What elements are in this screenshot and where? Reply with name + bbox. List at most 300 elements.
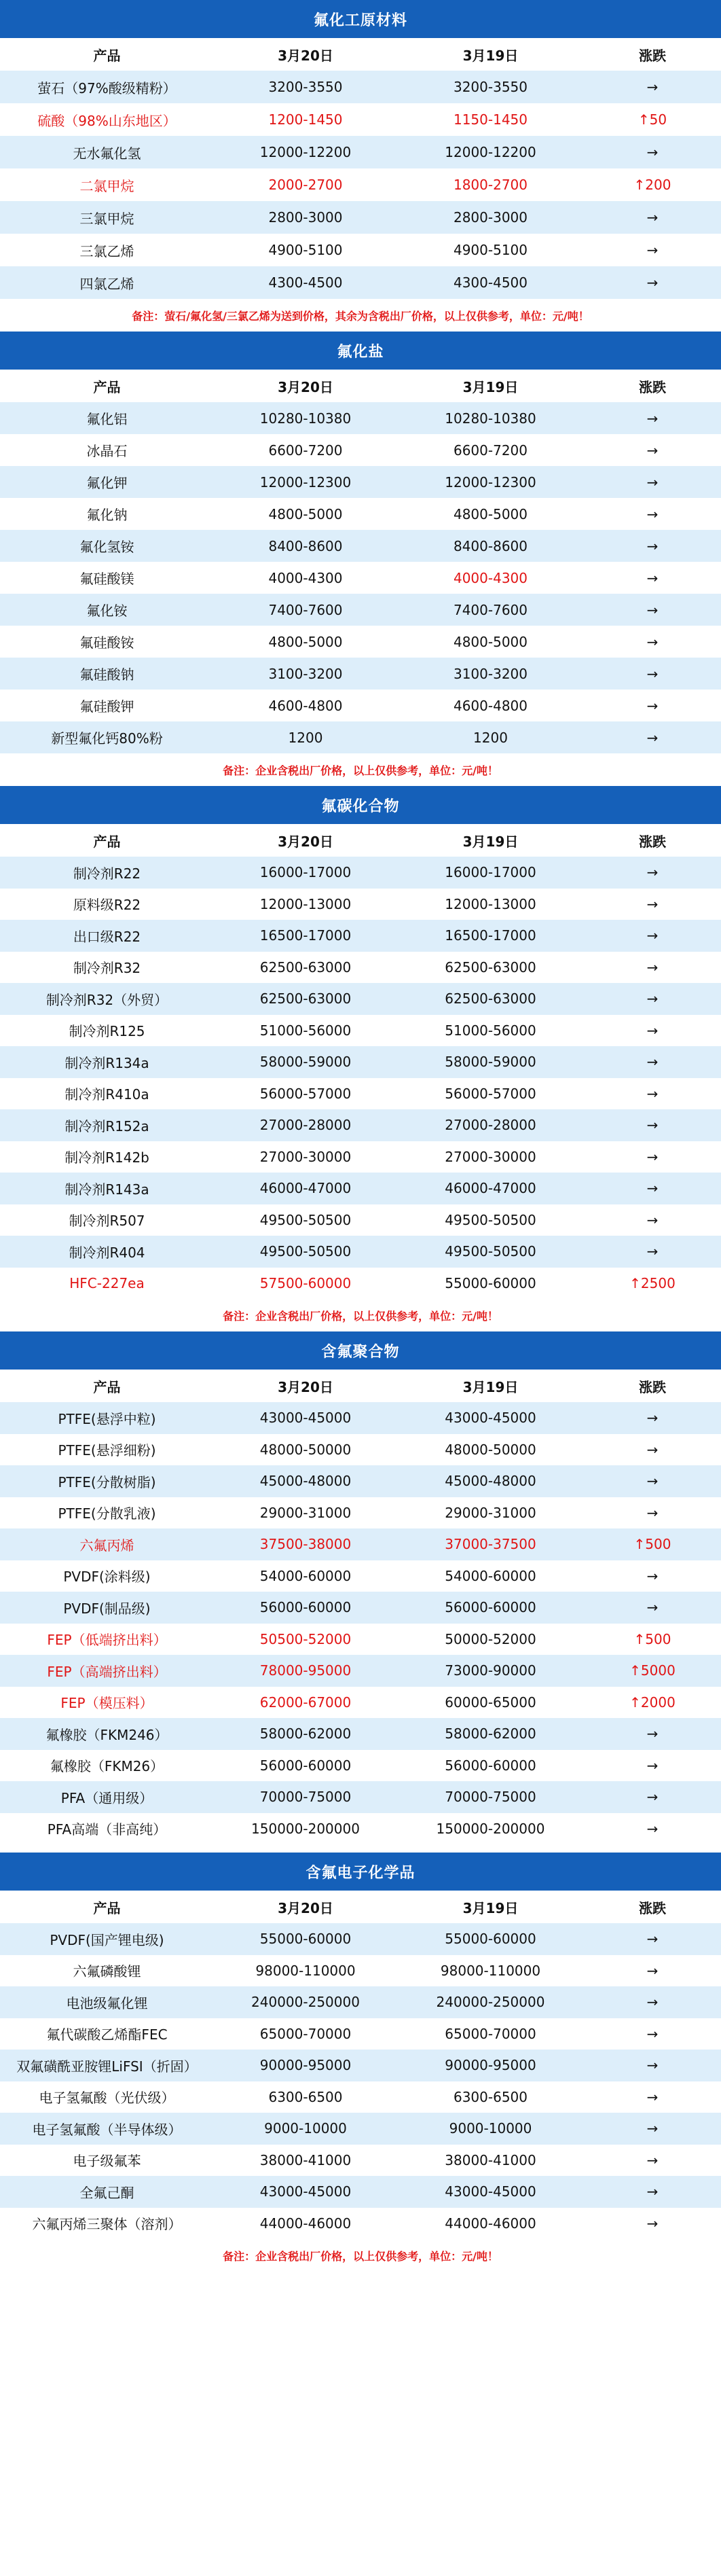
product-cell: 六氟磷酸锂: [73, 1963, 141, 1980]
header-cell: 3月19日: [462, 833, 519, 850]
change-cell: →: [646, 144, 659, 160]
price-0320-cell: 56000-57000: [259, 1085, 352, 1102]
price-0319-cell: 3100-3200: [453, 665, 528, 682]
table-row: [0, 402, 721, 434]
table-row: [0, 2145, 721, 2177]
product-cell: 制冷剂R143a: [64, 1181, 149, 1198]
product-cell: 氟硅酸钠: [79, 666, 134, 683]
price-0320-cell: 1200: [288, 729, 323, 746]
change-cell: →: [646, 1820, 659, 1837]
product-cell: 出口级R22: [73, 928, 141, 945]
price-0320-cell: 38000-41000: [259, 2151, 352, 2168]
change-cell: →: [646, 1441, 659, 1458]
price-0319-cell: 56000-60000: [445, 1599, 536, 1616]
price-0320-cell: 4600-4800: [268, 697, 343, 714]
table-row: [0, 920, 721, 952]
table-row: [0, 983, 721, 1015]
price-0319-cell: 9000-10000: [449, 2120, 532, 2137]
table-row: [0, 1141, 721, 1173]
section-title: 氟化盐: [0, 332, 721, 370]
price-0319-cell: 55000-60000: [445, 1931, 536, 1948]
price-0320-cell: 56000-60000: [259, 1599, 352, 1616]
table-row: [0, 1592, 721, 1624]
price-0319-cell: 16500-17000: [445, 927, 536, 944]
change-cell: →: [646, 2151, 659, 2168]
change-cell: →: [646, 274, 659, 291]
product-cell: PTFE(分散树脂): [58, 1473, 156, 1490]
table-header: [0, 370, 721, 402]
price-0319-cell: 4900-5100: [453, 242, 528, 258]
header-cell: 涨跌: [639, 833, 666, 850]
header-cell: 3月19日: [462, 47, 519, 64]
price-0319-cell: 29000-31000: [445, 1504, 536, 1521]
price-0320-cell: 12000-12300: [259, 473, 352, 490]
price-0319-cell: 49500-50500: [445, 1211, 536, 1228]
product-cell: PVDF(国产锂电级): [50, 1931, 164, 1948]
header-cell: 3月20日: [278, 378, 333, 395]
header-cell: 3月20日: [278, 833, 333, 850]
product-cell: 硫酸（98%山东地区）: [37, 112, 177, 129]
table-row: [0, 952, 721, 984]
price-0320-cell: 46000-47000: [259, 1180, 352, 1197]
price-0319-cell: 73000-90000: [445, 1662, 536, 1679]
price-0320-cell: 4900-5100: [268, 242, 343, 258]
header-cell: 3月20日: [278, 47, 333, 64]
price-0320-cell: 57500-60000: [259, 1274, 352, 1291]
price-0320-cell: 4800-5000: [268, 633, 343, 650]
product-cell: 三氯乙烯: [79, 243, 134, 260]
change-cell: →: [646, 2025, 659, 2042]
price-0320-cell: 37500-38000: [259, 1536, 352, 1553]
price-0320-cell: 12000-13000: [259, 895, 352, 912]
table-row: [0, 266, 721, 299]
price-0320-cell: 2000-2700: [268, 177, 343, 193]
table-row: [0, 234, 721, 266]
product-cell: 制冷剂R507: [69, 1213, 145, 1230]
section-3: [0, 1331, 721, 1853]
change-cell: →: [646, 242, 659, 258]
change-cell: ↑2000: [629, 1694, 676, 1711]
price-0319-cell: 4000-4300: [453, 569, 528, 586]
product-cell: 萤石（97%酸级精粉）: [37, 79, 177, 96]
product-cell: 氟硅酸铵: [79, 634, 134, 651]
product-cell: 制冷剂R134a: [64, 1054, 149, 1071]
price-0320-cell: 12000-12200: [259, 144, 352, 160]
price-0320-cell: 62500-63000: [259, 959, 352, 976]
change-cell: →: [646, 1148, 659, 1165]
change-cell: →: [646, 1962, 659, 1979]
price-0319-cell: 4800-5000: [453, 505, 528, 522]
price-0320-cell: 50500-52000: [259, 1630, 352, 1647]
price-0319-cell: 1800-2700: [453, 177, 528, 193]
change-cell: →: [646, 2057, 659, 2074]
change-cell: →: [646, 697, 659, 714]
table-header: [0, 1370, 721, 1402]
change-cell: →: [646, 864, 659, 881]
change-cell: →: [646, 209, 659, 226]
header-cell: 产品: [93, 833, 121, 850]
price-0319-cell: 54000-60000: [445, 1567, 536, 1584]
table-row: [0, 1560, 721, 1592]
change-cell: →: [646, 537, 659, 554]
header-cell: 涨跌: [639, 378, 666, 395]
change-cell: →: [646, 959, 659, 976]
table-row: [0, 136, 721, 168]
change-cell: →: [646, 1410, 659, 1427]
price-0320-cell: 44000-46000: [259, 2215, 352, 2232]
change-cell: →: [646, 729, 659, 746]
price-0320-cell: 16500-17000: [259, 927, 352, 944]
price-0320-cell: 9000-10000: [264, 2120, 347, 2137]
price-0320-cell: 45000-48000: [259, 1473, 352, 1490]
product-cell: 二氯甲烷: [79, 177, 134, 194]
price-0319-cell: 44000-46000: [445, 2215, 536, 2232]
price-0320-cell: 48000-50000: [259, 1441, 352, 1458]
table-row: [0, 1268, 721, 1300]
price-0319-cell: 56000-60000: [445, 1757, 536, 1774]
price-0319-cell: 50000-52000: [445, 1630, 536, 1647]
table-row: [0, 594, 721, 626]
table-row: [0, 2113, 721, 2145]
header-cell: 3月20日: [278, 1899, 333, 1916]
product-cell: 氟化钠: [86, 507, 128, 523]
price-0320-cell: 3100-3200: [268, 665, 343, 682]
price-0319-cell: 6300-6500: [453, 2088, 528, 2105]
price-0319-cell: 48000-50000: [445, 1441, 536, 1458]
price-0320-cell: 51000-56000: [259, 1022, 352, 1039]
change-cell: →: [646, 1567, 659, 1584]
product-cell: 氟硅酸钾: [79, 698, 134, 715]
price-0319-cell: 51000-56000: [445, 1022, 536, 1039]
change-cell: →: [646, 442, 659, 459]
price-0320-cell: 54000-60000: [259, 1567, 352, 1584]
table-row: [0, 1497, 721, 1529]
table-row: [0, 1434, 721, 1466]
header-cell: 产品: [93, 1378, 121, 1395]
change-cell: →: [646, 2088, 659, 2105]
price-0320-cell: 55000-60000: [259, 1931, 352, 1948]
product-cell: HFC-227ea: [69, 1274, 145, 1291]
price-0320-cell: 43000-45000: [259, 2183, 352, 2200]
product-cell: 制冷剂R142b: [64, 1149, 149, 1166]
header-cell: 涨跌: [639, 1378, 666, 1395]
table-row: [0, 562, 721, 594]
price-0320-cell: 49500-50500: [259, 1243, 352, 1260]
price-0319-cell: 60000-65000: [445, 1694, 536, 1711]
table-header: [0, 38, 721, 71]
price-0320-cell: 70000-75000: [259, 1789, 352, 1806]
price-0319-cell: 43000-45000: [445, 1410, 536, 1427]
price-0320-cell: 4300-4500: [268, 274, 343, 291]
table-row: [0, 530, 721, 562]
change-cell: ↑500: [633, 1536, 671, 1553]
table-row: [0, 2176, 721, 2208]
header-cell: 3月19日: [462, 1378, 519, 1395]
product-cell: PFA（通用级）: [60, 1789, 153, 1806]
section-note: 备注：萤石/氟化氢/三氯乙烯为送到价格，其余为含税出厂价格，以上仅供参考，单位：元/吨！: [132, 309, 589, 323]
table-row: [0, 1236, 721, 1268]
price-0320-cell: 56000-60000: [259, 1757, 352, 1774]
section-note: 备注：企业含税出厂价格，以上仅供参考，单位：元/吨！: [223, 2249, 498, 2263]
change-cell: →: [646, 1789, 659, 1806]
price-0319-cell: 4600-4800: [453, 697, 528, 714]
table-header: [0, 824, 721, 857]
product-cell: 氟橡胶（FKM26）: [50, 1758, 164, 1775]
table-row: [0, 1655, 721, 1687]
price-0319-cell: 43000-45000: [445, 2183, 536, 2200]
table-row: [0, 1718, 721, 1750]
table-row: [0, 1528, 721, 1560]
product-cell: 双氟磺酰亚胺锂LiFSI（折固）: [16, 2058, 198, 2075]
table-row: [0, 1173, 721, 1204]
product-cell: 制冷剂R32: [73, 960, 141, 977]
section-2: [0, 786, 721, 1331]
price-0320-cell: 16000-17000: [259, 864, 352, 881]
change-cell: →: [646, 1725, 659, 1742]
product-cell: 氟橡胶（FKM246）: [45, 1726, 168, 1743]
change-cell: ↑5000: [629, 1662, 676, 1679]
product-cell: FEP（低端挤出料）: [47, 1632, 167, 1649]
change-cell: →: [646, 665, 659, 682]
product-cell: 冰晶石: [86, 443, 128, 459]
header-cell: 3月20日: [278, 1378, 333, 1395]
table-row: [0, 1624, 721, 1656]
table-row: [0, 2050, 721, 2081]
price-0320-cell: 4000-4300: [268, 569, 343, 586]
product-cell: PTFE(悬浮细粉): [58, 1442, 156, 1459]
product-cell: 新型氟化钙80%粉: [51, 730, 163, 747]
section-note: 备注：企业含税出厂价格，以上仅供参考，单位：元/吨！: [223, 764, 498, 777]
price-0319-cell: 4300-4500: [453, 274, 528, 291]
price-0320-cell: 240000-250000: [251, 1994, 360, 2011]
product-cell: 制冷剂R125: [69, 1023, 145, 1040]
table-row: [0, 1750, 721, 1782]
price-0320-cell: 29000-31000: [259, 1504, 352, 1521]
price-0320-cell: 98000-110000: [255, 1962, 356, 1979]
change-cell: →: [646, 1085, 659, 1102]
table-row: [0, 1078, 721, 1110]
price-0320-cell: 6600-7200: [268, 442, 343, 459]
price-0320-cell: 10280-10380: [259, 410, 352, 427]
price-0319-cell: 45000-48000: [445, 1473, 536, 1490]
price-0320-cell: 43000-45000: [259, 1410, 352, 1427]
change-cell: →: [646, 1504, 659, 1521]
product-cell: FEP（高端挤出料）: [47, 1663, 167, 1680]
price-0319-cell: 12000-12300: [445, 473, 536, 490]
price-0320-cell: 2800-3000: [268, 209, 343, 226]
price-0320-cell: 3200-3550: [268, 79, 343, 95]
table-row: [0, 721, 721, 753]
price-0320-cell: 6300-6500: [268, 2088, 343, 2105]
change-cell: →: [646, 1211, 659, 1228]
table-row: [0, 103, 721, 136]
price-0320-cell: 27000-30000: [259, 1148, 352, 1165]
price-0319-cell: 240000-250000: [436, 1994, 545, 2011]
price-0319-cell: 12000-12200: [445, 144, 536, 160]
price-0319-cell: 90000-95000: [445, 2057, 536, 2074]
change-cell: ↑2500: [629, 1274, 676, 1291]
table-row: [0, 2208, 721, 2240]
price-0320-cell: 8400-8600: [268, 537, 343, 554]
section-0: [0, 0, 721, 332]
table-row: [0, 1813, 721, 1845]
change-cell: →: [646, 895, 659, 912]
price-0319-cell: 49500-50500: [445, 1243, 536, 1260]
product-cell: 制冷剂R32（外贸）: [45, 991, 168, 1008]
price-0319-cell: 58000-62000: [445, 1725, 536, 1742]
price-0320-cell: 62000-67000: [259, 1694, 352, 1711]
change-cell: →: [646, 927, 659, 944]
price-0319-cell: 70000-75000: [445, 1789, 536, 1806]
change-cell: →: [646, 2215, 659, 2232]
price-0319-cell: 12000-13000: [445, 895, 536, 912]
product-cell: PTFE(悬浮中粒): [58, 1410, 156, 1427]
product-cell: 电子氢氟酸（光伏级）: [39, 2090, 175, 2107]
section-title: 含氟聚合物: [0, 1331, 721, 1370]
product-cell: 氟化铝: [86, 411, 128, 427]
header-cell: 产品: [93, 378, 121, 395]
price-0319-cell: 27000-28000: [445, 1117, 536, 1134]
section-title: 氟化工原材料: [0, 0, 721, 38]
product-cell: 氟代碳酸乙烯酯FEC: [46, 2026, 168, 2043]
section-title: 氟碳化合物: [0, 786, 721, 824]
header-cell: 涨跌: [639, 1899, 666, 1916]
header-cell: 涨跌: [639, 47, 666, 64]
product-cell: 制冷剂R22: [73, 865, 141, 882]
table-row: [0, 434, 721, 466]
price-0320-cell: 7400-7600: [268, 601, 343, 618]
header-cell: 产品: [93, 1899, 121, 1916]
price-0319-cell: 8400-8600: [453, 537, 528, 554]
price-0320-cell: 90000-95000: [259, 2057, 352, 2074]
change-cell: →: [646, 79, 659, 95]
price-0320-cell: 78000-95000: [259, 1662, 352, 1679]
change-cell: →: [646, 1994, 659, 2011]
price-0319-cell: 56000-57000: [445, 1085, 536, 1102]
change-cell: →: [646, 1243, 659, 1260]
product-cell: 六氟丙烯三聚体（溶剂）: [32, 2216, 182, 2233]
price-0319-cell: 46000-47000: [445, 1180, 536, 1197]
header-cell: 3月19日: [462, 378, 519, 395]
change-cell: →: [646, 1022, 659, 1039]
change-cell: →: [646, 473, 659, 490]
section-title: 含氟电子化学品: [0, 1853, 721, 1891]
price-0319-cell: 27000-30000: [445, 1148, 536, 1165]
price-0319-cell: 2800-3000: [453, 209, 528, 226]
product-cell: PFA高端（非高纯）: [47, 1821, 167, 1838]
price-0319-cell: 6600-7200: [453, 442, 528, 459]
product-cell: 制冷剂R152a: [64, 1117, 149, 1134]
price-0319-cell: 1200: [473, 729, 508, 746]
price-0320-cell: 27000-28000: [259, 1117, 352, 1134]
table-row: [0, 889, 721, 920]
price-0320-cell: 1200-1450: [268, 111, 343, 128]
product-cell: 制冷剂R404: [69, 1244, 145, 1261]
table-row: [0, 168, 721, 201]
table-row: [0, 1955, 721, 1987]
price-0319-cell: 65000-70000: [445, 2025, 536, 2042]
product-cell: 三氯甲烷: [79, 210, 134, 227]
change-cell: →: [646, 990, 659, 1007]
table-row: [0, 1204, 721, 1236]
price-0320-cell: 62500-63000: [259, 990, 352, 1007]
price-0319-cell: 98000-110000: [440, 1962, 541, 1979]
price-0319-cell: 1150-1450: [453, 111, 528, 128]
table-row: [0, 1046, 721, 1078]
table-row: [0, 1402, 721, 1434]
price-0320-cell: 49500-50500: [259, 1211, 352, 1228]
change-cell: →: [646, 633, 659, 650]
price-0319-cell: 38000-41000: [445, 2151, 536, 2168]
change-cell: →: [646, 1757, 659, 1774]
change-cell: →: [646, 1599, 659, 1616]
table-row: [0, 1986, 721, 2018]
change-cell: →: [646, 601, 659, 618]
table-row: [0, 1015, 721, 1047]
table-row: [0, 626, 721, 658]
product-cell: 电子氢氟酸（半导体级）: [32, 2121, 182, 2138]
product-cell: 四氯乙烯: [79, 275, 134, 292]
product-cell: 制冷剂R410a: [64, 1086, 149, 1103]
product-cell: 氟硅酸镁: [79, 571, 134, 587]
change-cell: ↑50: [637, 111, 667, 128]
table-row: [0, 1687, 721, 1719]
change-cell: →: [646, 1117, 659, 1134]
change-cell: →: [646, 410, 659, 427]
table-row: [0, 71, 721, 103]
product-cell: 原料级R22: [73, 897, 141, 914]
change-cell: ↑200: [633, 177, 671, 193]
change-cell: →: [646, 1473, 659, 1490]
change-cell: →: [646, 569, 659, 586]
table-row: [0, 658, 721, 690]
table-row: [0, 2081, 721, 2113]
product-cell: 氟化钾: [86, 475, 128, 491]
product-cell: 氟化铵: [86, 603, 128, 619]
product-cell: 全氟己酮: [79, 2184, 134, 2201]
table-row: [0, 201, 721, 234]
price-0319-cell: 37000-37500: [445, 1536, 536, 1553]
change-cell: →: [646, 1180, 659, 1197]
product-cell: FEP（模压料）: [60, 1695, 153, 1712]
price-0320-cell: 4800-5000: [268, 505, 343, 522]
product-cell: 电子级氟苯: [73, 2153, 141, 2170]
header-cell: 3月19日: [462, 1899, 519, 1916]
product-cell: PVDF(涂料级): [63, 1569, 151, 1586]
section-1: [0, 332, 721, 786]
price-0320-cell: 150000-200000: [251, 1820, 360, 1837]
price-0319-cell: 62500-63000: [445, 990, 536, 1007]
price-0319-cell: 150000-200000: [436, 1820, 545, 1837]
section-4: [0, 1853, 721, 2272]
price-0319-cell: 10280-10380: [445, 410, 536, 427]
change-cell: →: [646, 2183, 659, 2200]
product-cell: 六氟丙烯: [79, 1537, 134, 1554]
price-0319-cell: 3200-3550: [453, 79, 528, 95]
table-row: [0, 466, 721, 498]
table-row: [0, 1109, 721, 1141]
change-cell: →: [646, 2120, 659, 2137]
product-cell: 氟化氢铵: [79, 539, 134, 555]
product-cell: PVDF(制品级): [63, 1600, 151, 1617]
product-cell: 无水氟化氢: [73, 145, 141, 162]
price-0320-cell: 58000-59000: [259, 1054, 352, 1071]
table-header: [0, 1891, 721, 1923]
price-0319-cell: 55000-60000: [445, 1274, 536, 1291]
table-row: [0, 498, 721, 530]
price-0320-cell: 65000-70000: [259, 2025, 352, 2042]
product-cell: 电池级氟化锂: [66, 1994, 148, 2011]
